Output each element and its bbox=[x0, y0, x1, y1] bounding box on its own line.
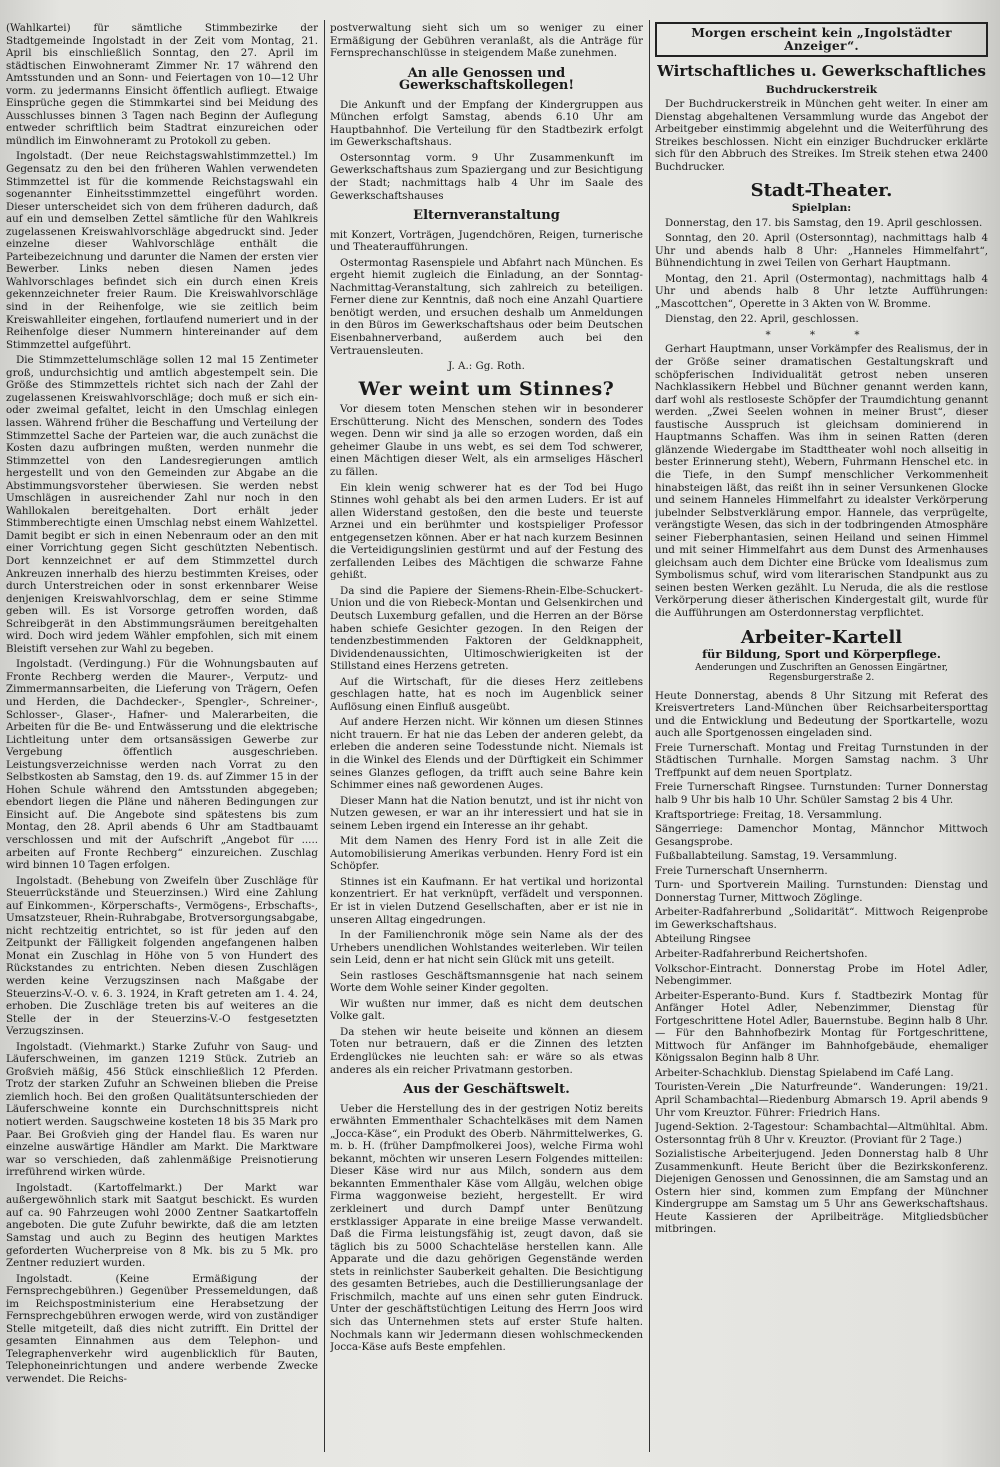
list-item: Arbeiter-Esperanto-Bund. Kurs f. Stadtbezirk Montag für Anfänger Hotel Adler, Nebenzimmer, Dienstag für Fortgeschrittene Hotel Adler, Bauernstube. Beginn halb 8 Uhr. — Für den Bahnhofbezirk Montag für Fortgeschrittene, Mittwoch für Anfänger im Bahnhofgebäude, ehemaliger Königssalon Beginn halb 8 Uhr. bbox=[655, 989, 988, 1065]
list-item: Arbeiter-Radfahrerbund Reichertshofen. bbox=[655, 948, 868, 960]
list-item: Abteilung Ringsee bbox=[655, 933, 751, 946]
article-fernsprechgebuehren: Ingolstadt. (Keine Ermäßigung der Fernsprechgebühren.) Gegenüber Pressemeldungen, daß im Reichspostministerium eine Herabsetzung der Fernsprechgebühren erwogen werde, wird von zuständiger Stelle mitgeteilt, daß dies nicht zutrifft. Ein Drittel der gesamten Einnahmen aus dem Telephon- und Telegraphenverkehr wird augenblicklich für Bauten, Telephoneinrichtungen und andere werbende Zwecke verwendet. Die Reichs- bbox=[6, 1272, 318, 1385]
article-paragraph: Da sind die Papiere der Siemens-Rhein-Elbe-Schuckert-Union und die von Riebeck-Montan und Gelsenkirchen und Deutsch Luxemburg gefallen, und die Herren an der Börse haben schiefe Gesichter gezogen. In den Reigen der tendenzbestimmenden Faktoren der Geldknappheit, Dividendenaussichten, Ultimoschwierigkeiten ist der Stillstand eines Herzens getreten. bbox=[330, 584, 643, 673]
article-paragraph: Mit dem Namen des Henry Ford ist in alle Zeit die Automobilisierung Amerikas verbunden. Henry Ford ist ein Schöpfer. bbox=[330, 835, 643, 873]
list-item: Arbeiter-Radfahrerbund „Solidarität“. Mittwoch Reigenprobe im Gewerkschaftshaus. bbox=[655, 906, 988, 931]
article-paragraph: Ueber die Herstellung des in der gestrigen Notiz bereits erwähnten Emmenthaler Schachtelkäses mit dem Namen „Jocca-Käse“, ein Produkt des Oberb. Nährmittelwerkes, G. m. b. H. (früher Dampfmolkerei Joos), welche Firma wohl bekannt, möchten wir unseren Lesern Folgendes mitteilen: Dieser Käse wird nur aus Milch, sondern aus dem bekannten Emmenthaler Käse vom Allgäu, welchen obige Firma waggonweise bezieht, hergestellt. Er wird zerkleinert und durch Dampf unter Benützung erstklassiger Apparate in eine breiige Masse verwandelt. Daß die Firma leistungsfähig ist, zeugt davon, daß sie täglich bis zu 5000 Schachteläse herstellen kann. Alle Apparate und die dazu gehörigen Gegenstände werden stets in reinlichster Sauberkeit gehalten. Die Besichtigung des gesamten Betriebes, auch die Destillierungsanlage der Frischmilch, machte auf uns einen sehr guten Eindruck. Unter der geschäftstüchtigen Leitung des Herrn Joos wird sich das Unternehmen stets auf erster Stufe halten. Nochmals kann wir Jedermann diesen wohlschmeckenden Jocca-Käse aufs Beste empfehlen. bbox=[330, 1102, 643, 1354]
article-paragraph: Gerhart Hauptmann, unser Vorkämpfer des Realismus, der in der Größe seiner dramatischen Gestaltungskraft und schöpferischen Individualität getrost neben unseren Nachklassikern Hebbel und Büchner genannt werden kann, darf wohl als restloseste Schöpfer der Traumdichtung genannt werden. „Zwei Seelen wohnen in meiner Brust“, dieser faustische Ausspruch ist gleichsam dominierend in Hauptmanns Schaffen. Was ihm in seinen Ratten (deren glänzende Wiedergabe im Stadttheater wohl noch allseitig in bester Erinnerung steht), Webern, Fuhrmann Henschel etc. in die Tiefe, in den Sumpf menschlicher Verkommenheit hinabsteigen läßt, das reißt ihn in seiner Versunkenen Glocke und seinem Hanneles Himmelfahrt zu idealster Verkörperung jubelnder Selbstverklärung empor. Hannele, das verprügelte, verängstigte Wesen, das sich in der todbringenden Atmosphäre seiner Fieberphantasien, seinen Heiland und seinen Himmel und mit seiner Himmelfahrt aus dem Dunst des Armenhauses gleichsam auch dem Dichter eine Brücke vom Idealismus zum Symbolismus schuf, wird vom literarischen Standpunkt aus zu seinen besten Werken gezählt. Lu Neruda, die als die restlose Verkörperung dieser ätherischen Kindergestalt gilt, wurde für die Aufführungen am Osterdonnerstag verpflichtet. bbox=[655, 343, 988, 619]
article-paragraph: Da stehen wir heute beiseite und können an diesem Toten nur betrauern, daß er die Zinnen des letzten Erdenglückes nie leuchten sah: er wäre so als etwas anderes als ein reicher Privatmann gestorben. bbox=[330, 1025, 643, 1076]
article-paragraph: mit Konzert, Vorträgen, Jugendchören, Reigen, turnerische und Theateraufführungen. bbox=[330, 228, 643, 254]
article-viehmarkt: Ingolstadt. (Viehmarkt.) Starke Zufuhr von Saug- und Läuferschweinen, im ganzen 1219 Stück. Zutrieb an Großvieh mäßig, 456 Stück einschließlich 12 Pferden. Trotz der starken Zufuhr an Schweinen blieben die Preise ziemlich hoch. Bei den großen Qualitätsunterschieden der Läuferschweine konnte ein Durchschnittspreis nicht notiert werden. Saugschweine kosteten 18 bis 35 Mark pro Paar. Bei Großvieh ging der Handel flau. Es waren nur einzelne auswärtige Händler am Markt. Die Marktware war so verschieden, daß zahlenmäßige Preisnotierung irreführend wirken würde. bbox=[6, 1040, 318, 1179]
article-paragraph: Vor diesem toten Menschen stehen wir in besonderer Erschütterung. Nicht des Menschen, sondern des Todes wegen. Denn wir sind ja alle so erzogen worden, daß ein geheimer Glaube in uns webt, es sei dem Tod schwerer, einen Mächtigen dieser Welt, als ein armseliges Häscherl zu fällen. bbox=[330, 403, 643, 478]
heading-elternveranstaltung: Elternveranstaltung bbox=[413, 208, 560, 224]
article-paragraph: Wir wußten nur immer, daß es nicht dem deutschen Volke galt. bbox=[330, 997, 643, 1023]
article-paragraph: Dienstag, den 22. April, geschlossen. bbox=[665, 313, 859, 326]
subheading-zuschriften: Aenderungen und Zuschriften an Genossen Eingärtner, Regensburgerstraße 2. bbox=[695, 662, 948, 684]
column-rule bbox=[324, 20, 325, 1452]
list-item: Kraftsportriege: Freitag, 18. Versammlung. bbox=[655, 808, 882, 821]
notice-box: Morgen erscheint kein „Ingolstädter Anzeiger“. bbox=[655, 22, 988, 57]
article-paragraph: Ostermontag Rasenspiele und Abfahrt nach München. Es ergeht hiemit zugleich die Einladung, an der Sonntag-Nachmittag-Veranstaltung, sich zahlreich zu beteiligen. Ferner diene zur Kenntnis, daß noch eine Anzahl Quartiere benötigt werden, und ersuchen deshalb um Anmeldungen in den Büros im Gewerkschaftshaus oder beim Deutschen Eisenbahnerverband, außerdem auch bei den Vertrauensleuten. bbox=[330, 256, 643, 357]
article-paragraph: Auf die Wirtschaft, für die dieses Herz zeitlebens geschlagen hatte, hat es noch im Augenblick seiner Auflösung einen Einfluß ausgeübt. bbox=[330, 675, 643, 713]
heading-arbeiter-kartell: Arbeiter-Kartell bbox=[740, 626, 903, 648]
list-item: Arbeiter-Schachklub. Dienstag Spielabend im Café Lang. bbox=[655, 1066, 954, 1079]
article-paragraph: postverwaltung sieht sich um so weniger zu einer Ermäßigung der Gebühren veranlaßt, als die Anträge für Fernsprechanschlüsse in steigendem Maße zunehmen. bbox=[330, 22, 643, 60]
list-item: Touristen-Verein „Die Naturfreunde“. Wanderungen: 19/21. April Schambachtal—Riedenburg Abmarsch 19. April abends 9 Uhr vom Kreuztor. Führer: Friedrich Hans. bbox=[655, 1081, 988, 1119]
article-paragraph: Sonntag, den 20. April (Ostersonntag), nachmittags halb 4 Uhr und abends halb 8 Uhr: „Hanneles Himmelfahrt“, Bühnendichtung in zwei Teilen von Gerhart Hauptmann. bbox=[655, 232, 988, 270]
article-paragraph: Dieser Mann hat die Nation benutzt, und ist ihr nicht von Nutzen gewesen, er war an ihr interessiert und hat sie in seinem Leben irgend ein Interesse an ihr gehabt. bbox=[330, 794, 643, 832]
subheading-bildung-sport: für Bildung, Sport und Körperpflege. bbox=[702, 647, 941, 662]
column-middle bbox=[330, 22, 643, 1447]
heading-genossen: An alle Genossen und Gewerkschaftskollegen! bbox=[398, 65, 575, 94]
list-item: Fußballabteilung. Samstag, 19. Versammlung. bbox=[655, 850, 898, 863]
heading-stadt-theater: Stadt-Theater. bbox=[750, 180, 893, 202]
list-item: Volkschor-Eintracht. Donnerstag Probe im Hotel Adler, Nebengimmer. bbox=[655, 962, 988, 988]
article-paragraph: Die Stimmzettelumschläge sollen 12 mal 15 Zentimeter groß, undurchsichtig und amtlich abgestempelt sein. Die Größe des Stimmzettels richtet sich nach der Zahl der zugelassenen Kreiswahlvorschläge; doch muß er sich ein- oder zweimal gefaltet, leicht in den Umschlag einlegen lassen. Während früher die Beschaffung und Verteilung der Stimmzettel Sache der Parteien war, die auch zunächst die Kosten dazu aufbringen mußten, werden nunmehr die Stimmzettel von den Landesregierungen amtlich hergestellt und von den Gemeinden zur Abgabe an die Abstimmungsvorsteher überwiesen. Sie werden nebst Umschlägen in ausreichender Zahl nur noch in den Wahllokalen bereitgehalten. Dort erhält jeder Stimmberechtigte einen Umschlag nebst einem Wahlzettel. Damit begibt er sich in einen Nebenraum oder an den mit einer Vorrichtung gegen Sicht geschützten Nebentisch. Dort kennzeichnet er auf dem Stimmzettel durch Ankreuzen innerhalb des hierzu bestimmten Kreises, oder durch Unterstreichen oder in sonst erkennbarer Weise denjenigen Kreiswahlvorschlag, dem er seine Stimme geben will. Es ist Vorsorge getroffen worden, daß Schreibgerät in den Abstimmungsräumen bereitgehalten wird. Doch wird jedem Wähler empfohlen, sich mit einem Bleistift versehen zur Wahl zu begeben. bbox=[6, 354, 318, 655]
article-paragraph: Donnerstag, den 17. bis Samstag, den 19. April geschlossen. bbox=[665, 216, 983, 229]
list-item: Jugend-Sektion. 2-Tagestour: Schambachtal—Altmühltal. Abm. Ostersonntag früh 8 Uhr v. Kreuztor. (Proviant für 2 Tage.) bbox=[655, 1121, 988, 1146]
article-kartoffelmarkt: Ingolstadt. (Kartoffelmarkt.) Der Markt war außergewöhnlich stark mit Saatgut beschickt. Es wurden auf ca. 90 Fahrzeugen wohl 2000 Zentner Saatkartoffeln angeboten. Die gute Zufuhr bewirkte, daß die am letzten Samstag und auch zu Beginn des heutigen Marktes geforderten Wucherpreise von 8 Mk. bis zu 5 Mk. pro Zentner reduziert wurden. bbox=[6, 1181, 318, 1270]
column-right bbox=[655, 22, 988, 1447]
column-left bbox=[6, 22, 318, 1447]
article-paragraph: (Wahlkartei) für sämtliche Stimmbezirke der Stadtgemeinde Ingolstadt in der Zeit vom Montag, 21. April bis einschließlich Sonntag, den 27. April im städtischen Einwohneramt Zimmer Nr. 17 während den Amtsstunden und an Sonn- und Feiertagen von 10—12 Uhr vorm. zu jedermanns Einsicht öffentlich aufliegt. Etwaige Einsprüche gegen die Stimmkartei sind bei Meidung des Ausschlusses binnen 3 Tagen nach Beginn der Auflegung entweder schriftlich beim Stadtrat einzureichen oder mündlich im Einwohneramt zu Protokoll zu geben. bbox=[6, 22, 318, 147]
list-item: Sozialistische Arbeiterjugend. Jeden Donnerstag halb 8 Uhr Zusammenkunft. Heute Bericht über die Bezirkskonferenz. Diejenigen Genossen und Genossinnen, die am Samstag und an Ostern hier sind, kommen zum Empfang der Münchner Kindergruppe am Samstag um 5 Uhr ans Gewerkschaftshaus. Heute Kassieren der Aprilbeiträge. Mitgliedsbücher mitbringen. bbox=[655, 1148, 988, 1236]
article-paragraph: Auf andere Herzen nicht. Wir können um diesen Stinnes nicht trauern. Er hat nie das Leben der anderen gelebt, da erleben die anderen seine Todesstunde nicht. Niemals ist in die Winkel des Elends und der Dürftigkeit ein Schimmer seines Glanzes geflogen, da trifft auch seine Bahre kein Schimmer eines naß gewordenen Auges. bbox=[330, 716, 643, 792]
article-paragraph: Die Ankunft und der Empfang der Kindergruppen aus München erfolgt Samstag, abends 6.10 Uhr am Hauptbahnhof. Die Verteilung für den Stadtbezirk erfolgt im Gewerkschaftshaus. bbox=[330, 98, 643, 149]
list-item: Freie Turnerschaft Ringsee. Turnstunden: Turner Donnerstag halb 9 Uhr bis halb 10 Uhr. Schüler Samstag 2 bis 4 Uhr. bbox=[655, 781, 988, 806]
article-paragraph: Stinnes ist ein Kaufmann. Er hat vertikal und horizontal konzentriert. Er hat verknüpft, verfädelt und versponnen. Er ist in vielen Dutzend Gesellschaften, aber er ist nie in unseren Alltag eingedrungen. bbox=[330, 875, 643, 926]
article-reichstagswahl: Ingolstadt. (Der neue Reichstagswahlstimmzettel.) Im Gegensatz zu den bei den früheren Wahlen verwendeten Stimmzettel ist für die kommende Reichstagswahl ein sogenannter Einheitsstimmzettel eingeführt worden. Dieser unterscheidet sich von dem früheren dadurch, daß auf ein und demselben Zettel sämtliche für den Wahlkreis zugelassenen Kreiswahlvorschläge abgedruckt sind. Jeder einzelne dieser Wahlvorschläge enthält die Parteibezeichnung und darunter die Namen der ersten vier Bewerber. Links neben diesen Namen jedes Wahlvorschlages befindet sich ein durch einen Kreis gekennzeichneter freier Raum. Die Kreiswahlvorschläge sind in der Reihenfolge, wie sie zeitlich beim Kreiswahlleiter eingehen, fortlaufend numeriert und in der Reihenfolge dieser Nummern hintereinander auf dem Stimmzettel aufgeführt. bbox=[6, 150, 318, 351]
subheading-spielplan: Spielplan: bbox=[791, 202, 852, 215]
list-item: Heute Donnerstag, abends 8 Uhr Sitzung mit Referat des Kreisvertreters Land-München über Reichsarbeitersporttag und die Entwicklung und Bedeutung der Sportkartelle, wozu auch alle Sportgenossen eingeladen sind. bbox=[655, 689, 988, 740]
article-paragraph: Sein rastloses Geschäftsmannsgenie hat nach seinem Worte dem Wohle seiner Kinder gegolten. bbox=[330, 969, 643, 995]
list-item: Sängerriege: Damenchor Montag, Männchor Mittwoch Gesangsprobe. bbox=[655, 823, 988, 848]
article-paragraph: Ostersonntag vorm. 9 Uhr Zusammenkunft im Gewerkschaftshaus zum Spaziergang und zur Besichtigung der Stadt; nachmittags halb 4 Uhr im Saale des Gewerkschaftshauses bbox=[330, 151, 643, 202]
list-item: Freie Turnerschaft. Montag und Freitag Turnstunden in der Städtischen Turnhalle. Morgen Samstag nachm. 3 Uhr Treffpunkt auf dem neuen Sportplatz. bbox=[655, 741, 988, 779]
list-item: Turn- und Sportverein Mailing. Turnstunden: Dienstag und Donnerstag Turner, Mittwoch Zöglinge. bbox=[655, 879, 988, 904]
heading-geschaeftswelt: Aus der Geschäftswelt. bbox=[403, 1082, 570, 1098]
subheading-buchdruckerstreik: Buchdruckerstreik bbox=[765, 83, 878, 96]
article-paragraph: Der Buchdruckerstreik in München geht weiter. In einer am Dienstag abgehaltenen Versammlung wurde das Angebot der Arbeitgeber einstimmig abgelehnt und die Weiterführung des Streikes beschlossen. Nicht ein einziger Buchdrucker erklärte sich für den Abbruch des Streikes. Im Streik stehen etwa 2400 Buchdrucker. bbox=[655, 98, 988, 173]
separator-stars: * * * bbox=[765, 328, 878, 341]
article-verdingung: Ingolstadt. (Verdingung.) Für die Wohnungsbauten auf Fronte Rechberg werden die Maurer-, Verputz- und Zimmermannsarbeiten, die Lieferung von Trägern, Oefen und Herden, die Dachdecker-, Spengler-, Schreiner-, Schlosser-, Glaser-, Hafner- und Malerarbeiten, die Arbeiten für die Be- und Entwässerung und die elektrische Lichtleitung unter dem ortsansässigen Gewerbe zur Vergebung öffentlich ausgeschrieben. Leistungsverzeichnisse werden nach Vorrat zu den Selbstkosten ab Samstag, den 19. ds. auf Zimmer 15 in der Hohen Schule während den Amtsstunden abgegeben; ebendort liegen die Pläne und näheren Bedingungen zur Einsicht auf. Die Angebote sind spätestens bis zum Montag, den 28. April abends 6 Uhr am Stadtbauamt verschlossen und mit der Aufschrift „Angebot für ..... arbeiten auf Fronte Rechberg“ einzureichen. Zuschlag wird binnen 10 Tagen erfolgen. bbox=[6, 658, 318, 872]
article-paragraph: Montag, den 21. April (Ostermontag), nachmittags halb 4 Uhr und abends halb 8 Uhr letzte Aufführungen: „Mascottchen“, Operette in 3 Akten von W. Bromme. bbox=[655, 272, 988, 310]
signature: J. A.: Gg. Roth. bbox=[448, 360, 525, 373]
article-paragraph: In der Familienchronik möge sein Name als der des Urhebers unendlichen Wohlstandes weiterleben. Wir teilen sein Leid, denn er hat nicht sein Glück mit uns geteilt. bbox=[330, 929, 643, 967]
article-paragraph: Ein klein wenig schwerer hat es der Tod bei Hugo Stinnes wohl gehabt als bei den armen Luders. Er ist auf allen Widerstand gestoßen, den die beste und teuerste Arznei und ein berühmter und kostspieliger Professor entgegensetzen können. Aber er hat nach kurzem Besinnen die Verteidigungslinien gestürmt und auf der Festung des zerfallenden Leibes des Mächtigen die schwarze Fahne gehißt. bbox=[330, 481, 643, 582]
heading-wirtschaftliches: Wirtschaftliches u. Gewerkschaftliches bbox=[657, 62, 986, 81]
article-steuerzuschlaege: Ingolstadt. (Behebung von Zweifeln über Zuschläge für Steuerrückstände und Steuerzinsen.) Wird eine Zahlung auf Einkommen-, Körperschafts-, Vermögens-, Erbschafts-, Umsatzsteuer, Rhein-Ruhrabgabe, Brotversorgungsabgabe, nicht rechtzeitig entrichtet, so ist für jeden auf den Zeitpunkt der Fälligkeit folgenden angefangenen halben Monat ein Zuschlag in Höhe von 5 von Hundert des Rückstandes zu entrichten. Neben diesen Zuschlägen werden keine Verzugszinsen nach Maßgabe der Steuerzins-V.-O. v. 6. 3. 1924, in Kraft getreten am 1. 4. 24, erhoben. Die Zuschläge treten bis auf weiteres an die Stelle der in der Steuerzins-V.-O festgesetzten Verzugszinsen. bbox=[6, 874, 318, 1038]
column-rule bbox=[649, 20, 650, 1452]
list-item: Freie Turnerschaft Unsernherrn. bbox=[655, 864, 828, 877]
heading-stinnes: Wer weint um Stinnes? bbox=[358, 377, 615, 400]
